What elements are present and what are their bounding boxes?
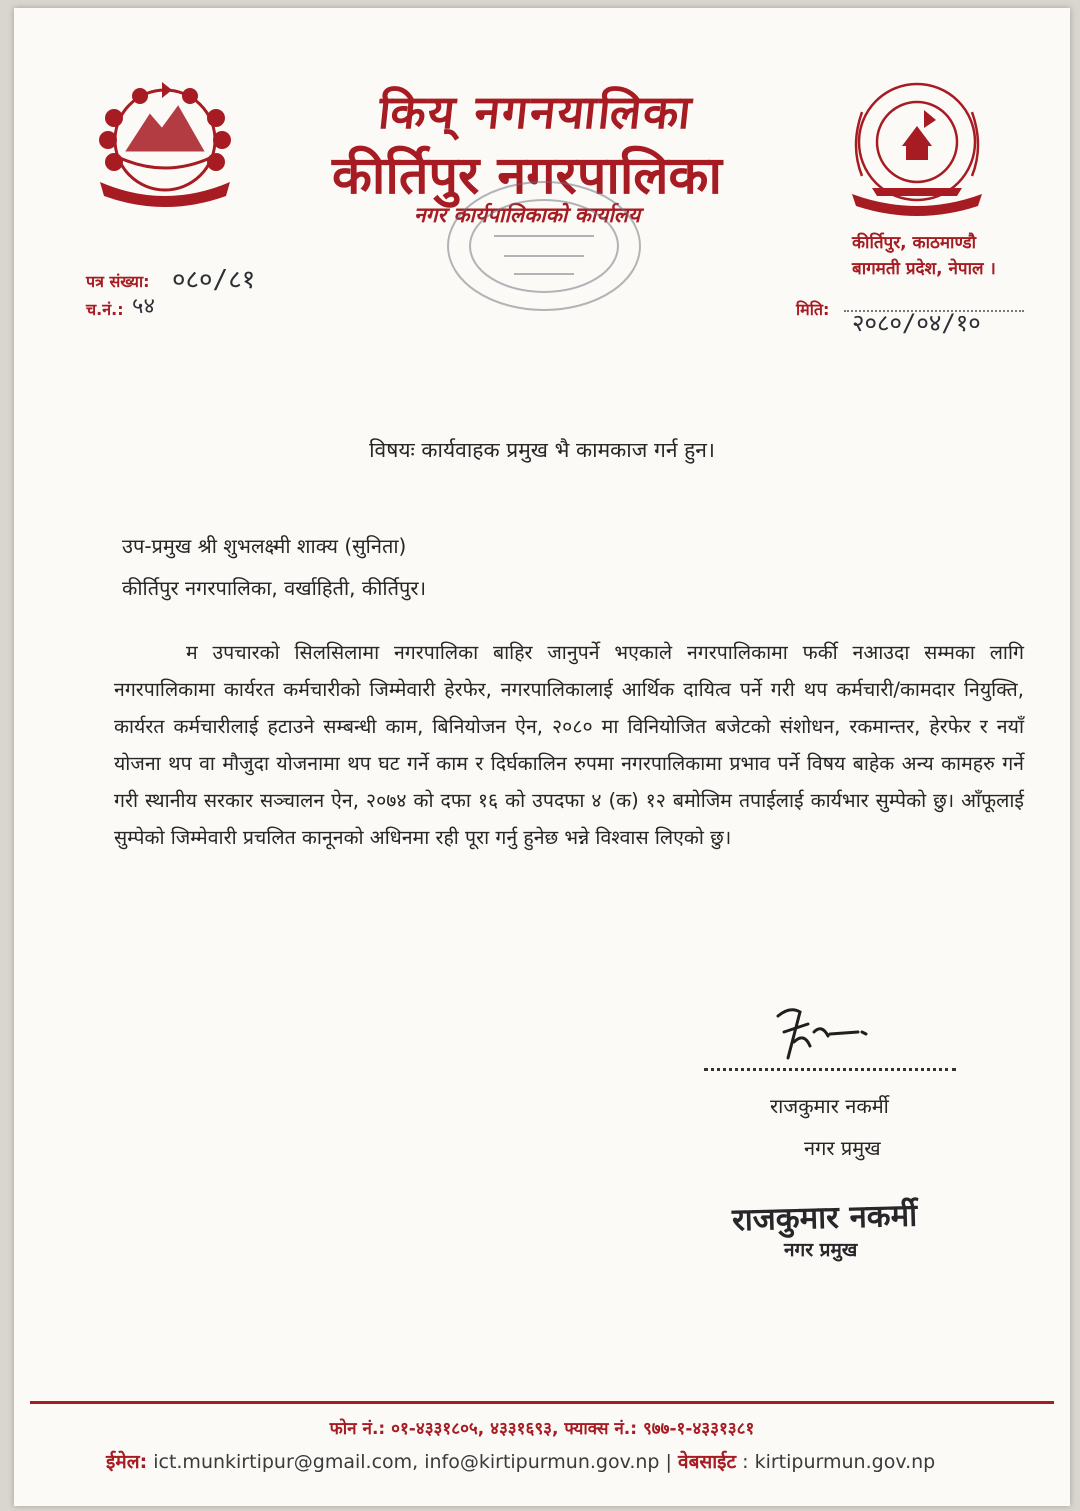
letter-body: म उपचारको सिलसिलामा नगरपालिका बाहिर जानुपर्ने भएकाले नगरपालिकामा फर्की नआउदा सम्मका लागि नगरपालिकामा कार्यरत कर्मचारीको जिम्मेवारी हेरफेर, नगरपालिकालाई आर्थिक दायित्व पर्ने गरी थप कर्मचारी/कामदार नियुक्ति, कार्यरत कर्मचारीलाई हटाउने सम्बन्धी काम, बिनियोजन ऐन, २०८० मा विनियोजित बजेटको संशोधन, रकमान्तर, हेरफेर र नयाँ योजना थप वा मौजुदा योजनामा थप घट गर्ने काम र दिर्घकालिन रुपमा नगरपालिकामा प्रभाव पर्ने विषय बाहेक अन्य कामहरु गर्ने गरी स्थानीय सरकार सञ्चालन ऐन, २०७४ को दफा १६ को उपदफा ४ (क) १२ बमोजिम तपाईलाई कार्यभार सुम्पेको छु। आँफूलाई सुम्पेको जिम्मेवारी प्रचलित कानूनको अधिनमा रही पूरा गर्नु हुनेछ भन्ने विश्वास लिएको छु। xyxy=(114,641,1024,849)
footer-contact-line xyxy=(106,1448,935,1474)
dispatch-number-value: ५४ xyxy=(132,294,155,319)
recipient-name: उप-प्रमुख श्री शुभलक्ष्मी शाक्य (सुनिता) xyxy=(122,534,407,558)
date-value: २०८०/०४/१० xyxy=(852,309,981,337)
letter-number-value: ०८०/८१ xyxy=(172,265,256,295)
letter-number-label: पत्र संख्या: xyxy=(86,272,150,291)
letter-page xyxy=(14,8,1070,1506)
website-value[interactable]: kirtipurmun.gov.np xyxy=(754,1451,936,1473)
signer-name: राजकुमार नकर्मी xyxy=(770,1094,889,1118)
letter-subject: विषयः कार्यवाहक प्रमुख भै कामकाज गर्न हुन। xyxy=(369,438,715,462)
date-label: मिति: xyxy=(796,300,830,319)
newari-municipality-title: किय् नगनयालिका xyxy=(376,85,696,139)
kirtipur-municipality-logo-icon xyxy=(832,76,1002,226)
handwritten-signature-icon xyxy=(770,1002,880,1064)
email-label: ईमेल: xyxy=(106,1451,148,1473)
office-name: नगर कार्यपालिकाको कार्यालय xyxy=(414,203,641,227)
municipality-address xyxy=(852,230,996,282)
municipality-title: कीर्तिपुर नगरपालिका xyxy=(332,146,722,206)
title-stamp: नगर प्रमुख xyxy=(784,1239,858,1261)
name-stamp: राजकुमार नकर्मी xyxy=(731,1197,918,1239)
address-line-city: कीर्तिपुर, काठमाण्डौ xyxy=(852,233,977,253)
footer-separator: | xyxy=(665,1451,672,1473)
website-label: वेबसाईट xyxy=(678,1451,737,1473)
signature-dotted-line xyxy=(704,1068,956,1071)
office-round-stamp-icon xyxy=(434,176,654,326)
signer-title: नगर प्रमुख xyxy=(804,1136,881,1160)
dispatch-number-label: च.नं.: xyxy=(86,300,124,319)
nepal-government-emblem-icon xyxy=(80,78,250,214)
address-line-province: बागमती प्रदेश, नेपाल । xyxy=(852,259,996,279)
email-value[interactable]: ict.munkirtipur@gmail.com, info@kirtipurmun.gov.np xyxy=(153,1451,660,1473)
footer-phone-fax: फोन नं.: ०१-४३३१८०५, ४३३१६९३, फ्याक्स नं.: ९७७-१-४३३१३८१ xyxy=(329,1419,755,1439)
footer-divider xyxy=(30,1401,1054,1404)
recipient-address: कीर्तिपुर नगरपालिका, वर्खाहिती, कीर्तिपुर। xyxy=(122,576,427,600)
website-colon: : xyxy=(742,1451,749,1473)
